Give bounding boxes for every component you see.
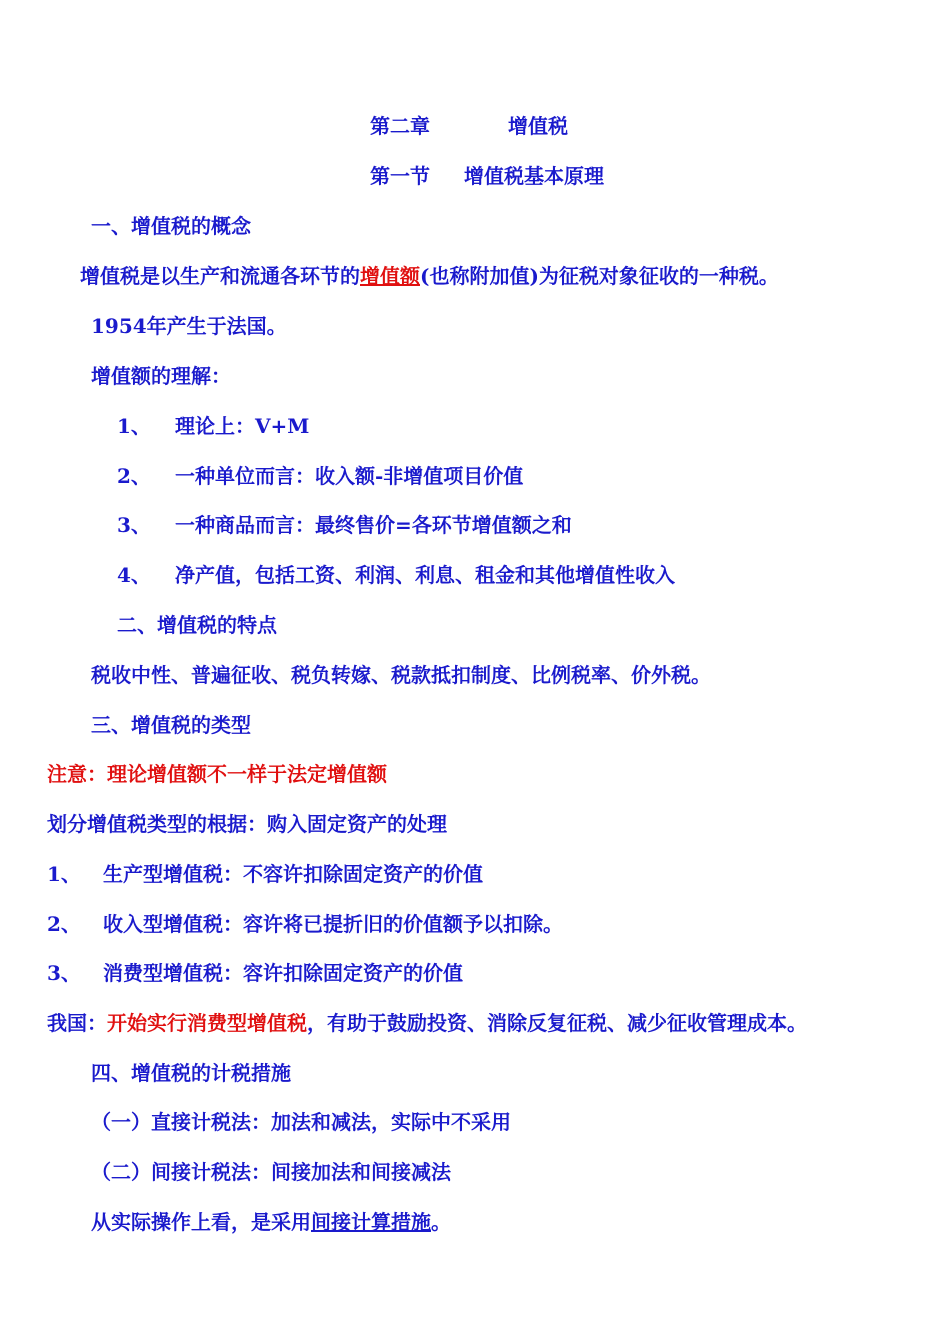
understand-item <box>117 462 523 490</box>
note-text: 理论增值额不一样于法定增值额 <box>107 762 387 786</box>
heading-features: 二、增值税的特点 <box>117 613 277 637</box>
type-text: 消费型增值税：容许扣除固定资产的价值 <box>103 961 463 985</box>
type-item <box>47 910 563 938</box>
types-basis: 划分增值税类型的根据：购入固定资产的处理 <box>47 812 447 836</box>
china-line <box>47 1009 807 1037</box>
type-item <box>47 959 463 987</box>
item-number: 1、 <box>117 414 151 438</box>
chapter-number: 第二章 <box>370 114 430 138</box>
practice-line <box>91 1208 451 1236</box>
origin-text: 1954年产生于法国。 <box>91 314 287 338</box>
note-label: 注意： <box>47 762 107 786</box>
definition-term: 增值额 <box>360 264 420 288</box>
item-number: 3、 <box>117 513 151 537</box>
chapter-name: 增值税 <box>508 114 568 138</box>
note-line <box>47 760 387 788</box>
definition-post: (也称附加值)为征税对象征收的一种税。 <box>420 264 779 288</box>
practice-pre: 从实际操作上看，是采用 <box>91 1210 311 1234</box>
heading-types: 三、增值税的类型 <box>91 713 251 737</box>
method-direct: （一）直接计税法：加法和减法，实际中不采用 <box>91 1110 511 1134</box>
definition-paragraph <box>80 262 779 290</box>
type-number: 2、 <box>47 912 81 936</box>
item-text: 净产值，包括工资、利润、利息、租金和其他增值性收入 <box>175 563 675 587</box>
section-title <box>370 162 604 190</box>
section-number: 第一节 <box>370 164 430 188</box>
item-text: 一种单位而言：收入额-非增值项目价值 <box>175 464 524 488</box>
understand-heading: 增值额的理解： <box>91 364 231 388</box>
item-number: 4、 <box>117 563 151 587</box>
type-item <box>47 860 483 888</box>
item-number: 2、 <box>117 464 151 488</box>
item-text: 理论上：V+M <box>175 414 310 438</box>
china-rest: ，有助于鼓励投资、消除反复征税、减少征收管理成本。 <box>307 1011 807 1035</box>
chapter-title <box>370 112 568 140</box>
practice-term: 间接计算措施 <box>311 1210 431 1234</box>
understand-item <box>117 511 572 539</box>
understand-item <box>117 412 309 440</box>
practice-post: 。 <box>431 1210 451 1234</box>
understand-item <box>117 561 675 589</box>
type-number: 1、 <box>47 862 81 886</box>
section-name: 增值税基本原理 <box>464 164 604 188</box>
type-text: 收入型增值税：容许将已提折旧的价值额予以扣除。 <box>103 912 563 936</box>
type-number: 3、 <box>47 961 81 985</box>
item-text: 一种商品而言：最终售价=各环节增值额之和 <box>175 513 572 537</box>
method-indirect: （二）间接计税法：间接加法和间接减法 <box>91 1160 451 1184</box>
type-text: 生产型增值税：不容许扣除固定资产的价值 <box>103 862 483 886</box>
china-emphasis: 开始实行消费型增值税 <box>107 1011 307 1035</box>
heading-methods: 四、增值税的计税措施 <box>91 1061 291 1085</box>
china-label: 我国： <box>47 1011 107 1035</box>
heading-concept: 一、增值税的概念 <box>91 214 251 238</box>
features-text: 税收中性、普遍征收、税负转嫁、税款抵扣制度、比例税率、价外税。 <box>91 663 711 687</box>
definition-pre: 增值税是以生产和流通各环节的 <box>80 264 360 288</box>
